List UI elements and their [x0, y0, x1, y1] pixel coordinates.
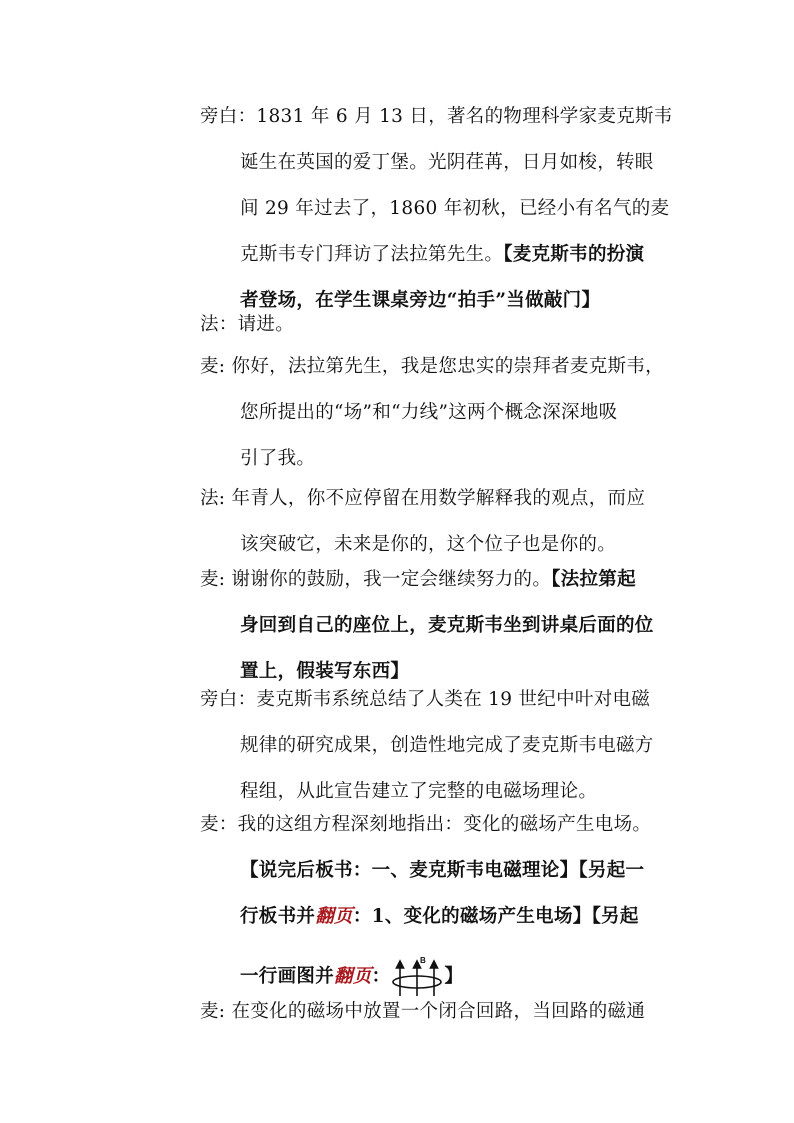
highlight-flip-page: 翻页 [334, 966, 372, 987]
text-line: 麦: 在变化的磁场中放置一个闭合回路，当回路的磁通 [200, 1001, 646, 1022]
text-line: 程组，从此宣告建立了完整的电磁场理论。 [240, 781, 598, 802]
text-line: 该突破它，未来是你的，这个位子也是你的。 [240, 534, 617, 555]
stage-direction: 【麦克斯韦的扮演 [503, 244, 645, 265]
text-span: 行板书并 [240, 906, 316, 927]
text-line [200, 232, 680, 278]
text-span: 一行画图并 [240, 966, 335, 987]
stage-direction: 置上，假装写东西】 [240, 661, 410, 682]
text-span: 麦: 谢谢你的鼓励，我一定会继续努力的。 [200, 569, 552, 590]
text-span: ： [371, 966, 391, 987]
text-line: 麦: 你好，法拉第先生，我是您忠实的崇拜者麦克斯韦， [200, 356, 664, 377]
text-span: 】 [444, 966, 464, 987]
text-line: 引了我。 [240, 448, 316, 469]
text-line: 法: 年青人，你不应停留在用数学解释我的观点，而应 [200, 488, 646, 509]
dialogue-maxwell-3 [200, 802, 680, 1000]
stage-direction: 【法拉第起 [551, 569, 636, 590]
narration-paragraph-2 [200, 677, 680, 815]
dialogue-faraday-1 [200, 302, 680, 348]
text-span: 克斯韦专门拜访了法拉第先生。 [240, 244, 504, 265]
text-span: ：1、变化的磁场产生电场】【另起 [352, 906, 639, 927]
field-label-b: B [420, 956, 427, 965]
stage-direction: 身回到自己的座位上，麦克斯韦坐到讲桌后面的位 [240, 615, 654, 636]
dialogue-maxwell-1 [200, 344, 680, 482]
text-line: 间 29 年过去了，1860 年初秋，已经小有名气的麦 [240, 198, 670, 219]
text-line: 您所提出的“场”和“力线”这两个概念深深地吸 [240, 402, 618, 423]
highlight-flip-page: 翻页 [315, 906, 353, 927]
dialogue-maxwell-4 [200, 989, 680, 1035]
dialogue-faraday-2 [200, 476, 680, 568]
text-line: 规律的研究成果，创造性地完成了麦克斯韦电磁方 [240, 735, 654, 756]
text-line: 旁白：1831 年 6 月 13 日，著名的物理科学家麦克斯韦 [200, 106, 673, 127]
text-line: 麦：我的这组方程深刻地指出：变化的磁场产生电场。 [200, 814, 652, 835]
text-line: 旁白：麦克斯韦系统总结了人类在 19 世纪中叶对电磁 [200, 689, 651, 710]
narration-paragraph-1 [200, 94, 680, 324]
text-line: 法：请进。 [200, 314, 295, 335]
stage-direction: 者登场，在学生课桌旁边“拍手”当做敲门】 [240, 290, 601, 311]
stage-direction [200, 894, 680, 940]
text-line: 诞生在英国的爱丁堡。光阴荏苒，日月如梭，转眼 [240, 152, 654, 173]
text-line [200, 557, 680, 603]
stage-direction: 【说完后板书：一、麦克斯韦电磁理论】【另起一 [240, 860, 645, 881]
dialogue-maxwell-2 [200, 557, 680, 695]
